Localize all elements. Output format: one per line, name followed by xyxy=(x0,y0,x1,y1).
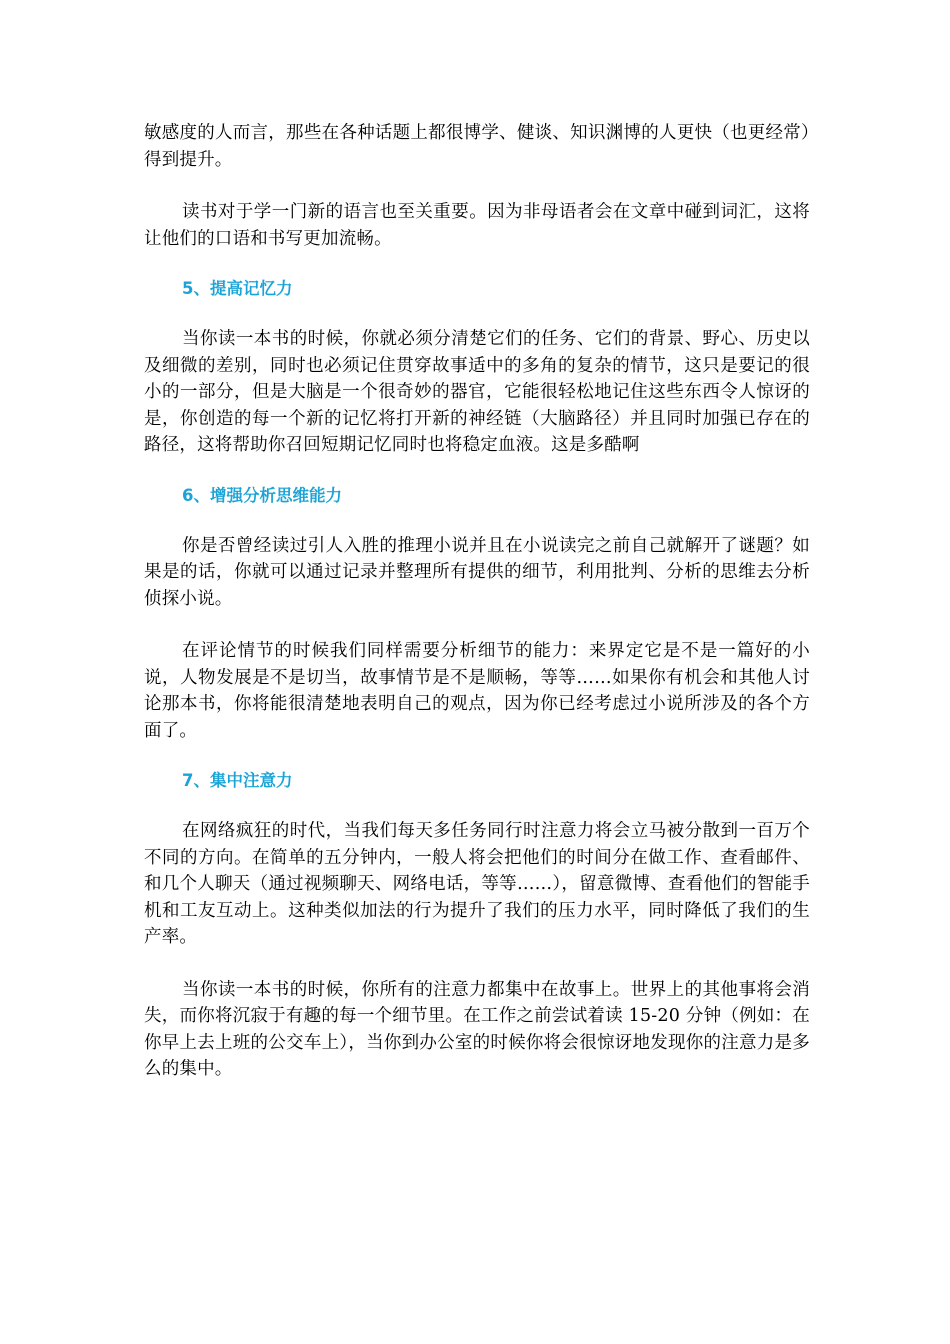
paragraph-focus-internet: 在网络疯狂的时代，当我们每天多任务同行时注意力将会立马被分散到一百万个不同的方向。在简单的五分钟内，一般人将会把他们的时间分在做工作、查看邮件、和几个人聊天（通过视频聊天、网络电话，等等……），留意微博、查看他们的智能手机和工友互动上。这种类似加法的行为提升了我们的压力水平，同时降低了我们的生产率。 xyxy=(144,821,810,947)
heading-analysis: 6、增强分析思维能力 xyxy=(182,485,342,505)
document-page xyxy=(144,120,810,1083)
paragraph-promotion: 敏感度的人而言，那些在各种话题上都很博学、健谈、知识渊博的人更快（也更经常）得到提升。 xyxy=(144,123,810,170)
paragraph-analysis-plot: 在评论情节的时候我们同样需要分析细节的能力：来界定它是不是一篇好的小说，人物发展是不是切当，故事情节是不是顺畅，等等……如果你有机会和其他人讨论那本书，你将能很清楚地表明自己的观点，因为你已经考虑过小说所涉及的各个方面了。 xyxy=(144,641,810,741)
heading-focus: 7、集中注意力 xyxy=(182,771,293,790)
paragraph-memory: 当你读一本书的时候，你就必须分清楚它们的任务、它们的背景、野心、历史以及细微的差别，同时也必须记住贯穿故事适中的多角的复杂的情节，这只是要记的很小的一部分，但是大脑是一个很奇妙的器官，它能很轻松地记住这些东西令人惊讶的是，你创造的每一个新的记忆将打开新的神经链（大脑路径）并且同时加强已存在的路径，这将帮助你召回短期记忆同时也将稳定血液。这是多酷啊 xyxy=(144,329,810,455)
paragraph-language: 读书对于学一门新的语言也至关重要。因为非母语者会在文章中碰到词汇，这将让他们的口语和书写更加流畅。 xyxy=(144,202,810,249)
paragraph-focus-reading: 当你读一本书的时候，你所有的注意力都集中在故事上。世界上的其他事将会消失，而你将沉寂于有趣的每一个细节里。在工作之前尝试着读 15-20 分钟（例如：在你早上去上班的公交车上），当你到办公室的时候你将会很惊讶地发现你的注意力是多么的集中。 xyxy=(144,979,810,1079)
paragraph-analysis-mystery: 你是否曾经读过引人入胜的推理小说并且在小说读完之前自己就解开了谜题？如果是的话，你就可以通过记录并整理所有提供的细节，利用批判、分析的思维去分析侦探小说。 xyxy=(144,535,810,609)
heading-memory: 5、提高记忆力 xyxy=(182,279,293,298)
